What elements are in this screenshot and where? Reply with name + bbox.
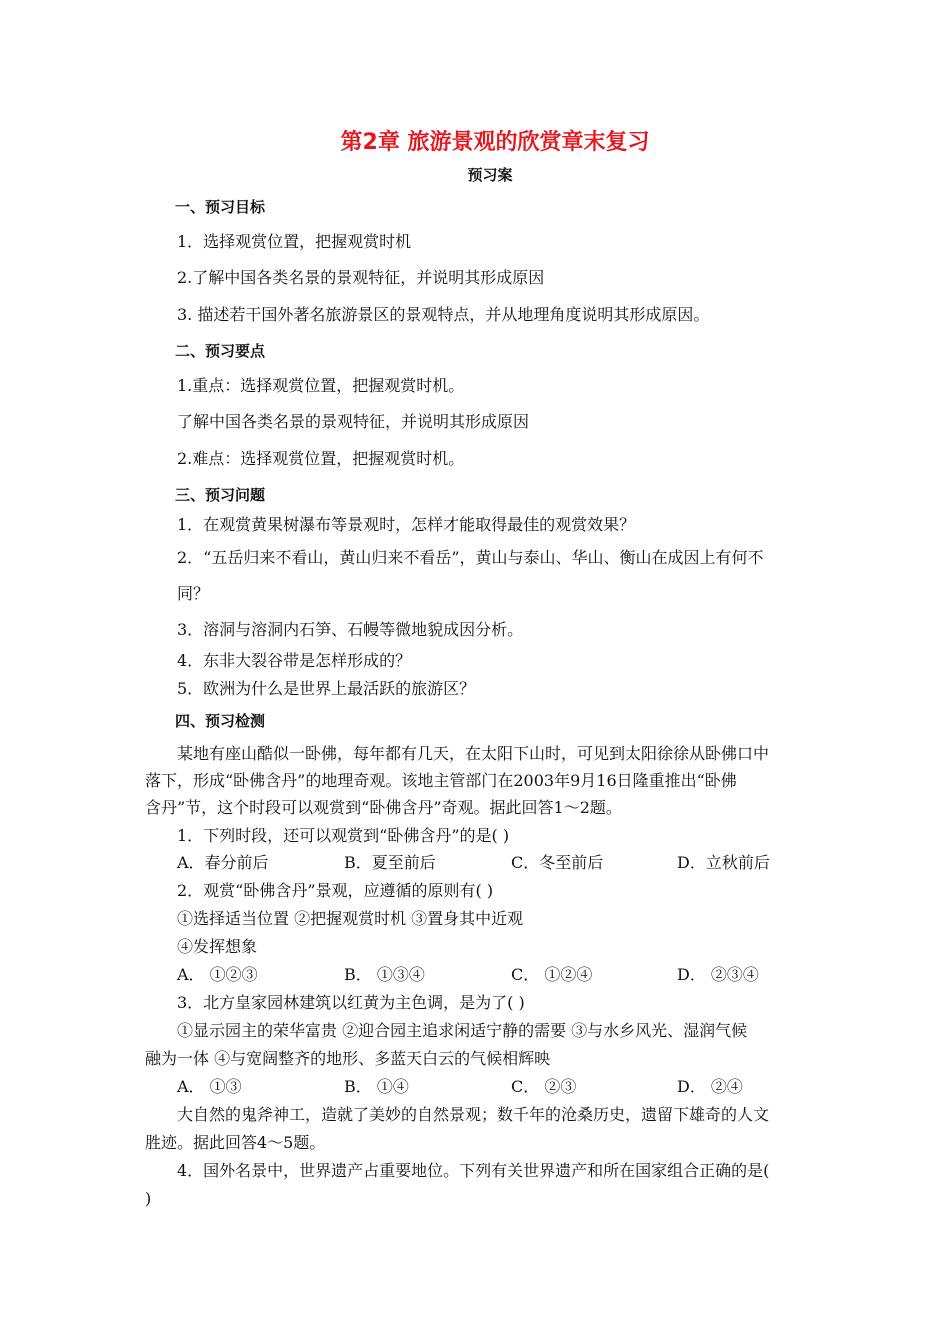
test-question-1-options — [177, 853, 817, 873]
test-intro-line: 落下，形成“卧佛含丹”的地理奇观。该地主管部门在2003年9月16日隆重推出“卧佛 — [145, 771, 737, 790]
test-question-3-items: 融为一体 ④与宽阔整齐的地形、多蓝天白云的气候相辉映 — [145, 1049, 551, 1068]
section-heading-points: 二、预习要点 — [175, 342, 266, 360]
question-item: 3．溶洞与溶洞内石笋、石幔等微地貌成因分析。 — [177, 620, 524, 639]
question-item: 2．“五岳归来不看山，黄山归来不看岳”，黄山与泰山、华山、衡山在成因上有何不 — [177, 548, 764, 567]
option-b: B． ①③④ — [344, 965, 425, 984]
test-question-2-options — [177, 965, 817, 985]
question-item: 5．欧洲为什么是世界上最活跃的旅游区？ — [177, 679, 476, 698]
test-question-2: 2．观赏“卧佛含丹”景观，应遵循的原则有( ) — [177, 881, 494, 900]
option-c: C．冬至前后 — [511, 853, 604, 872]
option-d: D． ②③④ — [677, 965, 759, 984]
page-title: 第2章 旅游景观的欣赏章末复习 — [340, 130, 650, 155]
test-question-1: 1．下列时段，还可以观赏到“卧佛含丹”的是( ) — [177, 826, 510, 845]
test-question-4-tail: ) — [145, 1189, 152, 1208]
point-item: 了解中国各类名景的景观特征，并说明其形成原因 — [177, 412, 530, 431]
test-question-3-options — [177, 1077, 817, 1097]
option-a: A． ①③ — [177, 1077, 242, 1096]
point-item: 2.难点：选择观赏位置，把握观赏时机。 — [177, 449, 465, 468]
test-question-3: 3．北方皇家园林建筑以红黄为主色调，是为了( ) — [177, 993, 525, 1012]
section-heading-goals: 一、预习目标 — [175, 198, 266, 216]
test-intro-line: 含丹”节，这个时段可以观赏到“卧佛含丹”奇观。据此回答1～2题。 — [145, 798, 622, 817]
test-intro2-line: 大自然的鬼斧神工，造就了美妙的自然景观；数千年的沧桑历史，遗留下雄奇的人文 — [177, 1105, 770, 1124]
test-intro2-line: 胜迹。据此回答4～5题。 — [145, 1133, 326, 1152]
goal-item: 1．选择观赏位置，把握观赏时机 — [177, 232, 412, 251]
option-b: B． ①④ — [344, 1077, 409, 1096]
goal-item: 3. 描述若干国外著名旅游景区的景观特点，并从地理角度说明其形成原因。 — [177, 305, 710, 324]
question-item: 1．在观赏黄果树瀑布等景观时，怎样才能取得最佳的观赏效果？ — [177, 515, 636, 534]
test-question-4: 4．国外名景中，世界遗产占重要地位。下列有关世界遗产和所在国家组合正确的是( — [177, 1161, 770, 1180]
test-question-2-items: ④发挥想象 — [177, 937, 258, 956]
point-item: 1.重点：选择观赏位置，把握观赏时机。 — [177, 376, 465, 395]
page-subtitle: 预习案 — [467, 166, 513, 184]
test-question-3-items: ①显示园主的荣华富贵 ②迎合园主追求闲适宁静的需要 ③与水乡风光、湿润气候 — [177, 1021, 748, 1040]
option-a: A．春分前后 — [177, 853, 269, 872]
question-item: 4．东非大裂谷带是怎样形成的？ — [177, 651, 412, 670]
goal-item: 2.了解中国各类名景的景观特征，并说明其形成原因 — [177, 268, 545, 287]
option-d: D． ②④ — [677, 1077, 743, 1096]
test-question-2-items: ①选择适当位置 ②把握观赏时机 ③置身其中近观 — [177, 909, 524, 928]
section-heading-questions: 三、预习问题 — [175, 486, 266, 504]
option-b: B．夏至前后 — [344, 853, 436, 872]
option-c: C． ①②④ — [511, 965, 593, 984]
option-a: A． ①②③ — [177, 965, 258, 984]
test-intro-line: 某地有座山酷似一卧佛，每年都有几天，在太阳下山时，可见到太阳徐徐从卧佛口中 — [177, 744, 770, 763]
option-c: C． ②③ — [511, 1077, 577, 1096]
section-heading-test: 四、预习检测 — [175, 712, 266, 730]
question-item: 同？ — [177, 584, 210, 603]
option-d: D．立秋前后 — [677, 853, 770, 872]
